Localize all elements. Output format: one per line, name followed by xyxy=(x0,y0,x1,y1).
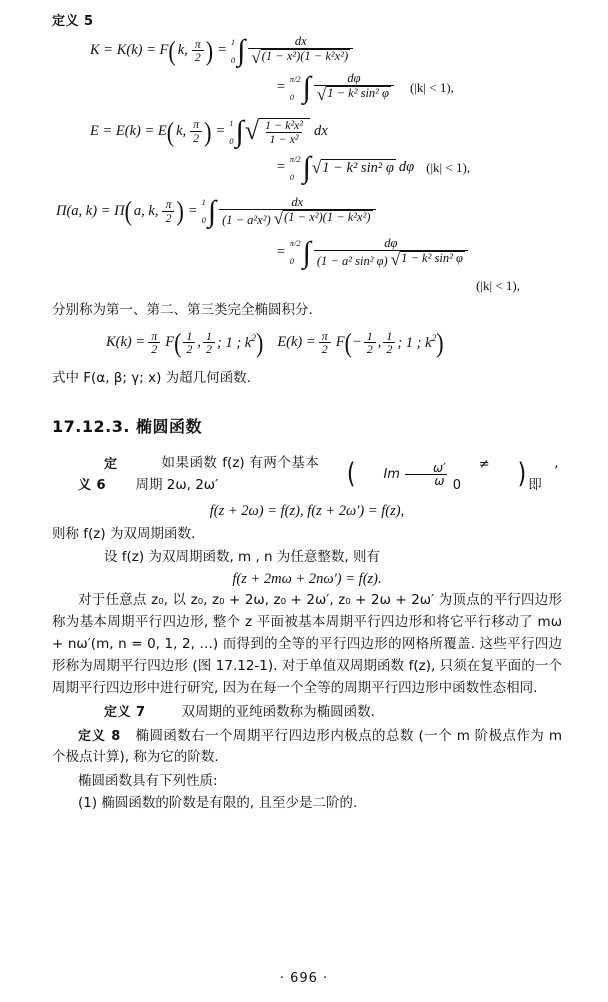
radicand-Pi2: 1 − k² sin² φ xyxy=(400,251,465,268)
E-num: 1 − k²x² xyxy=(265,117,303,132)
E-hyper-F: F xyxy=(335,334,345,351)
k-arg-b-den: 2 xyxy=(203,342,215,356)
paragraph-def6-after: 则称 f(z) 为双周期函数. xyxy=(52,525,196,542)
fraction-numerator-Pi2: dφ xyxy=(384,235,398,250)
minus-sign: − xyxy=(351,334,362,351)
paragraph-properties-lead: 椭圆函数具有下列性质: xyxy=(78,773,218,790)
equals-sign-2: = xyxy=(276,79,286,96)
integral-limits-E2 xyxy=(290,154,301,182)
paren-open-def6: ( xyxy=(346,458,356,491)
paren-open-hyper-K: ( xyxy=(174,326,182,359)
radical-sign-E: √ xyxy=(244,115,260,145)
integrand-fraction xyxy=(248,35,353,66)
condition-k-3: (|k| < 1), xyxy=(476,278,520,293)
definition-8-text: 椭圆函数右一个周期平行四边形内极点的总数 (一个 m 阶极点作为 m 个极点计算), 称为它的阶数. xyxy=(52,727,562,766)
semicolon-2: ; 1 ; $k^2$ xyxy=(397,334,437,351)
paren-close-def6: ) xyxy=(517,458,527,491)
formula-E-line1 xyxy=(90,115,562,148)
integral-limits-Pi2 xyxy=(290,238,301,266)
integral-upper: 1 xyxy=(230,36,236,47)
formula-K-lhs: K = K(k) = F xyxy=(90,42,169,59)
e-arg-b-den: 2 xyxy=(383,342,395,356)
formula-Pi-line2 xyxy=(276,237,562,268)
formula-E-arg-pi-2 xyxy=(190,118,202,144)
k-arg-b-num: 1 xyxy=(206,328,213,343)
equals-sign: = xyxy=(217,42,227,59)
definition-6-row xyxy=(52,453,562,497)
radical-sign-Pi2: √ xyxy=(390,249,401,269)
E-hyper-num: π xyxy=(321,328,328,343)
k-arg-a-den: 2 xyxy=(183,342,195,356)
sqrt-group-E xyxy=(244,115,310,146)
equals-sign-E: = xyxy=(215,123,226,139)
integral-upper-Pi2: π/2 xyxy=(289,238,301,249)
formula-E-line2 xyxy=(276,151,562,184)
fraction-denominator-2 xyxy=(314,85,394,103)
radicand-Pi: (1 − x²)(1 − k²x²) xyxy=(283,210,372,227)
E-inner-fraction xyxy=(262,119,306,145)
sqrt-group xyxy=(251,49,350,66)
integral-limits-2 xyxy=(290,74,301,102)
paren-close-hyper-E: ) xyxy=(436,326,444,359)
integral-limits-E xyxy=(229,118,233,146)
K-hyper-F: F xyxy=(165,334,175,351)
integral-sign-2: ∫ xyxy=(302,71,311,105)
integral-lower-2: 0 xyxy=(289,91,295,102)
Pi2-den-factor: (1 − a² sin² φ) xyxy=(316,253,388,268)
page-content xyxy=(52,10,562,815)
formula-K-line1 xyxy=(90,35,562,66)
integral-limits xyxy=(231,37,235,65)
paragraph-lattice: 对于任意点 z₀, 以 z₀, z₀ + 2ω, z₀ + 2ω′, z₀ + 2ω + 2ω′ 为顶点的平行四边形称为基本周期平行四边形, 整个 z 平面被基本周期平行四边形和将它平行移动了 mω + nω′(m, n = 0, 1, 2, …) 而得到的全等的平行四边形的网格所覆盖. 这些平行四边形称为周期平行四边形 (图 17.12-1). 对于单值双周期函数 f(z), 只须在复平面的一个周期平行四边形中进行研究, 因为在每一个全等的周期平行四边形中函数性态相同. xyxy=(52,592,562,696)
fraction-denominator xyxy=(248,48,353,66)
K-hyper-num: π xyxy=(151,328,158,343)
integral-upper-E: 1 xyxy=(229,117,234,128)
formula-K-arg-pi-2 xyxy=(192,38,204,64)
K-hyper-arg-a xyxy=(183,330,195,356)
paren-close-E: ) xyxy=(204,115,212,147)
definition-7-text: 双周期的亚纯函数称为椭圆函数. xyxy=(181,703,375,720)
formula-Pi-lhs: Π(a, k) = Π xyxy=(56,202,125,219)
paragraph-property-1: (1) 椭圆函数的阶数是有限的, 且至少是二阶的. xyxy=(78,795,358,812)
paren-close-Pi: ) xyxy=(176,195,184,227)
integral-lower-Pi: 0 xyxy=(201,215,206,226)
sqrt-group-2 xyxy=(317,86,391,103)
definition-5-label: 定义 5 xyxy=(52,14,94,29)
den-2: 2 xyxy=(192,50,204,64)
E-hyper-den: 2 xyxy=(319,342,331,356)
integrand-fraction-Pi xyxy=(219,196,375,227)
paren-open: ( xyxy=(168,34,176,66)
definition-7-row xyxy=(52,702,562,724)
sqrt-group-Pi2 xyxy=(391,251,465,268)
integral-limits-Pi xyxy=(202,197,206,225)
K-hyper-arg-b xyxy=(203,330,215,356)
E-hyper-lhs: E(k) = xyxy=(277,334,316,351)
omega-ratio-num: ω′ xyxy=(432,460,446,475)
radicand-2: 1 − k² sin² φ xyxy=(326,86,391,103)
paragraph-elliptic-integrals: 分别称为第一、第二、第三类完全椭圆积分. xyxy=(52,302,313,318)
fraction-numerator-Pi: dx xyxy=(291,194,304,209)
paren-close: ) xyxy=(205,34,214,66)
integral-upper-Pi: 1 xyxy=(201,197,206,208)
formula-E-arg-k: k, xyxy=(176,123,187,139)
radical-sign-E2: √ xyxy=(311,157,322,177)
e-arg-a-num: 1 xyxy=(366,328,373,343)
paren-open-E: ( xyxy=(166,115,175,147)
sqrt-group-E2 xyxy=(312,159,396,177)
condition-k-1: (|k| < 1), xyxy=(409,79,454,95)
formula-K-line2 xyxy=(276,72,562,103)
k-arg-a-num: 1 xyxy=(186,328,193,343)
page-number: · 696 · xyxy=(279,971,329,986)
neq-zero: ≠ 0 xyxy=(452,456,490,493)
definition-6-text-b: , 即 xyxy=(528,454,559,493)
radicand: (1 − x²)(1 − k²x²) xyxy=(261,49,350,66)
im-label: Im xyxy=(383,467,400,483)
formula-mn: f(z + 2mω + 2nω′) = f(z). xyxy=(232,571,382,588)
definition-8-row xyxy=(52,726,562,770)
num-pi: π xyxy=(194,36,201,51)
e-arg-b-num: 1 xyxy=(386,328,393,343)
integral-upper-2: π/2 xyxy=(289,73,301,84)
integral-lower: 0 xyxy=(230,54,236,65)
radicand-E xyxy=(259,118,310,145)
e-arg-a-den: 2 xyxy=(364,342,376,356)
formula-E-lhs: E = E(k) = E xyxy=(90,123,167,139)
integral-lower-Pi2: 0 xyxy=(289,256,295,267)
integral-sign: ∫ xyxy=(237,34,246,68)
den-2-E: 2 xyxy=(190,131,202,145)
equals-sign-Pi: = xyxy=(187,202,198,219)
radical-sign-Pi: √ xyxy=(273,208,284,228)
E-den: 1 − x² xyxy=(266,132,301,146)
definition-6-label: 定义 6 xyxy=(78,456,118,493)
equals-sign-Pi2: = xyxy=(276,243,286,260)
formula-Pi-line1 xyxy=(56,196,562,227)
integral-upper-E2: π/2 xyxy=(289,153,301,164)
Pi-den-factor: (1 − a²x²) xyxy=(222,212,271,227)
sqrt-group-Pi xyxy=(274,210,373,227)
integral-sign-E: ∫ xyxy=(235,115,244,148)
radicand-E2: 1 − k² sin² φ xyxy=(322,159,394,176)
integrand-fraction-2 xyxy=(314,72,394,103)
paren-close-hyper-K: ) xyxy=(255,326,264,359)
integral-lower-E2: 0 xyxy=(289,171,295,182)
definition-8-label: 定义 8 xyxy=(78,728,121,744)
comma-1: , xyxy=(197,334,202,351)
K-hyper-lhs: K(k) = xyxy=(106,334,146,351)
integral-sign-E2: ∫ xyxy=(302,151,311,184)
integrand-fraction-Pi2 xyxy=(314,237,468,268)
formula-Pi-args: a, k, xyxy=(133,202,159,219)
semicolon-1: ; 1 ; $k^2$ xyxy=(217,334,256,351)
paren-open-Pi: ( xyxy=(124,195,132,227)
paragraph-mn-lead: 设 f(z) 为双周期函数, m , n 为任意整数, 则有 xyxy=(104,549,380,566)
K-hyper-den: 2 xyxy=(148,342,160,356)
E-hyper-arg-a xyxy=(364,330,376,356)
radical-sign: √ xyxy=(251,48,261,68)
equals-sign-E2: = xyxy=(276,159,286,175)
omega-ratio xyxy=(404,462,449,488)
comma-2: , xyxy=(377,334,382,351)
integral-lower-E: 0 xyxy=(229,135,234,146)
den-2-Pi: 2 xyxy=(162,211,174,225)
fraction-numerator-2: dφ xyxy=(347,71,361,86)
E-hyper-frac xyxy=(319,330,331,356)
paren-open-hyper-E: ( xyxy=(344,326,352,359)
E-hyper-arg-b xyxy=(383,330,395,356)
K-hyper-frac xyxy=(148,330,160,356)
condition-k-2: (|k| < 1), xyxy=(426,159,471,175)
fraction-numerator: dx xyxy=(294,34,307,48)
definition-6-text-a: 如果函数 f(z) 有两个基本周期 2ω, 2ω′ xyxy=(135,454,319,493)
section-title-17-12-3: 17.12.3. 椭圆函数 xyxy=(52,416,202,436)
formula-def6: f(z + 2ω) = f(z), f(z + 2ω′) = f(z), xyxy=(209,502,405,519)
formula-hypergeometric xyxy=(106,326,562,359)
E-tail-dx: dx xyxy=(313,123,328,139)
integral-sign-Pi2: ∫ xyxy=(302,235,311,269)
fraction-denominator-Pi2 xyxy=(314,250,468,268)
integral-sign-Pi: ∫ xyxy=(207,194,217,228)
E2-tail-dphi: dφ xyxy=(398,159,415,175)
num-pi-Pi: π xyxy=(165,197,172,212)
definition-7-label: 定义 7 xyxy=(104,704,146,720)
formula-Pi-arg-pi-2 xyxy=(162,198,174,224)
exp-2-a: 2 xyxy=(251,334,256,345)
exp-2-b: 2 xyxy=(431,334,437,345)
fraction-denominator-Pi xyxy=(219,209,375,227)
formula-K-arg-k: k, xyxy=(177,42,188,59)
radical-sign-2: √ xyxy=(316,85,327,105)
omega-ratio-den: ω xyxy=(405,474,447,488)
num-pi-E: π xyxy=(193,117,200,132)
paragraph-hyper-note: 式中 F(α, β; γ; x) 为超几何函数. xyxy=(52,370,251,387)
